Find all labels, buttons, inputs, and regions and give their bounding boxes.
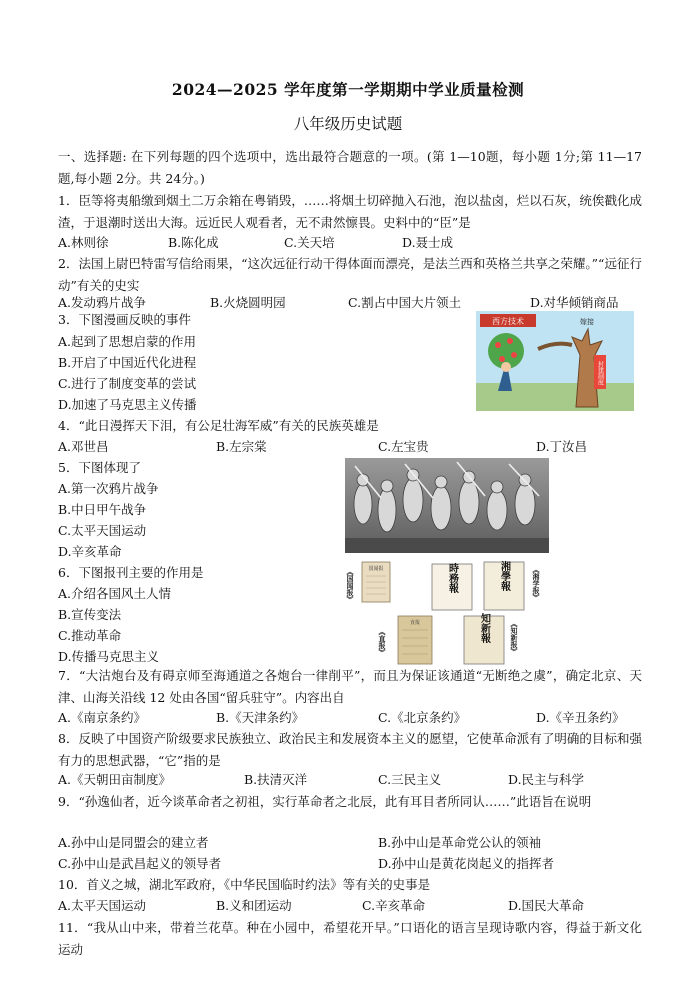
option-a: A.孙中山是同盟会的建立者: [58, 835, 209, 850]
option-b: B.开启了中国近代化进程: [58, 355, 197, 370]
option-d: D.传播马克思主义: [58, 649, 160, 664]
option-d: D.丁汝昌: [536, 439, 588, 454]
option-a: A.起到了思想启蒙的作用: [58, 334, 197, 349]
option-a: A.太平天国运动: [58, 898, 147, 913]
option-d: D.民主与科学: [508, 772, 585, 787]
page-title: 2024—2025 学年度第一学期期中学业质量检测: [171, 80, 525, 99]
question-5-stem: 5．下图体现了: [58, 460, 141, 475]
option-a: A.介绍各国风土人情: [58, 586, 172, 601]
option-b: B.扶清灭洋: [244, 772, 308, 787]
cartoon-label-text: 嫁接: [580, 318, 594, 326]
question-1-options: [58, 233, 642, 253]
option-c: C.左宝贵: [378, 439, 429, 454]
option-a: A.《南京条约》: [58, 710, 147, 725]
option-c: C.辛亥革命: [362, 898, 426, 913]
question-11-stem: 11．“我从山中来，带着兰花草。种在小园中，希望花开早。”口语化的语言呈现诗歌内容，得益于新文化运动: [58, 920, 642, 957]
question-8-options: [58, 770, 642, 790]
option-c: C.推动革命: [58, 628, 122, 643]
option-a: A.发动鸦片战争: [58, 295, 147, 310]
option-c: C.太平天国运动: [58, 523, 147, 538]
newspaper-zhibao-title: 直报: [409, 620, 421, 626]
option-d: D.辛亥革命: [58, 544, 122, 559]
newspaper-zhixin-title: 知新報: [478, 613, 490, 643]
option-d: D.加速了马克思主义传播: [58, 397, 197, 412]
question-3-stem: 3．下图漫画反映的事件: [58, 312, 191, 327]
question-8-stem: 8．反映了中国资产阶级要求民族独立、政治民主和发展资本主义的愿望，它使革命派有了明确的目标和强有力的思想武器，“它”指的是: [58, 731, 642, 768]
question-9-stem: 9．“孙逸仙者，近今谈革命者之初祖，实行革命者之北辰，此有耳目者所同认……”此语旨在说明: [58, 794, 592, 809]
option-b: B.宣传变法: [58, 607, 122, 622]
option-c: C.进行了制度变革的尝试: [58, 376, 197, 391]
option-b: B.火烧圆明园: [210, 295, 286, 310]
cartoon-tree-image: [476, 311, 634, 411]
option-c: C.孙中山是武昌起义的领导者: [58, 856, 222, 871]
cartoon-sign-text: 西方技术: [492, 317, 524, 326]
option-b: B.义和团运动: [216, 898, 292, 913]
question-6-stem: 6．下图报刊主要的作用是: [58, 565, 204, 580]
question-10-stem: 10．首义之城，湖北军政府，《中华民国临时约法》等有关的史事是: [58, 877, 431, 892]
option-c: C.三民主义: [378, 772, 442, 787]
cartoon-trunk-text: 封建制度: [596, 361, 604, 385]
option-d: D.孙中山是黄花岗起义的指挥者: [378, 856, 555, 871]
question-2-stem: 2．法国上尉巴特雷写信给雨果，“这次远征行动干得体面而漂亮，是法兰西和英格兰共享之荣耀。”“远征行动”有关的史实: [58, 256, 642, 293]
option-a: A.林则徐: [58, 235, 109, 250]
question-10-options: [58, 896, 642, 916]
newspaper-shiwu-title: 時務報: [446, 563, 458, 593]
newspaper-collage-image: [348, 558, 548, 666]
option-c: C.《北京条约》: [378, 710, 467, 725]
question-1-stem: 1．臣等将夷船缴到烟土二万余箱在粤销毁，……将烟土切碎抛入石池，泡以盐卤，烂以石灰，统俟戳化成渣，于退潮时送出大海。远近民人观看者，无不肃然懔畏。史料中的“臣”是: [58, 193, 642, 230]
option-d: D.对华倾销商品: [530, 295, 619, 310]
option-b: B.《天津条约》: [216, 710, 305, 725]
option-b: B.孙中山是革命党公认的领袖: [378, 835, 542, 850]
option-d: D.《辛丑条约》: [536, 710, 625, 725]
newspaper-tag-guowen: 《国闻报》: [346, 568, 354, 603]
newspaper-tag-zhibao: 《直报》: [378, 628, 386, 656]
option-c: C.割占中国大片领土: [348, 295, 462, 310]
option-a: A.第一次鸦片战争: [58, 481, 159, 496]
question-7-options: [58, 708, 642, 728]
question-4-options: [58, 437, 642, 457]
option-b: B.左宗棠: [216, 439, 267, 454]
newspaper-xiangxue-title: 湘學報: [498, 561, 510, 591]
newspaper-guowen-title: 国闻报: [368, 566, 384, 572]
option-d: D.聂士成: [402, 235, 454, 250]
section-instruction: 一、选择题: 在下列每题的四个选项中，选出最符合题意的一项。(第 1—10题，每小题 1分;第 11—17题,每小题 2分。共 24分。): [58, 149, 642, 186]
newspaper-tag-zhixin: 《知新报》: [510, 620, 518, 655]
option-a: A.《天朝田亩制度》: [58, 772, 172, 787]
option-a: A.邓世昌: [58, 439, 109, 454]
page-subtitle: 八年级历史试题: [293, 115, 403, 133]
newspaper-tag-xiangxue: 《湘学报》: [532, 566, 540, 601]
question-9-options-row1: [58, 833, 642, 853]
question-7-stem: 7．“大沽炮台及有碍京师至海通道之各炮台一律削平”，而且为保证该通道“无断绝之虞”，确定北京、天津、山海关沿线 12 处由各国“留兵驻守”。内容出自: [58, 668, 642, 705]
option-b: B.陈化成: [168, 235, 219, 250]
option-b: B.中日甲午战争: [58, 502, 147, 517]
question-4-stem: 4．“此日漫挥天下泪，有公足壮海军威”有关的民族英雄是: [58, 418, 379, 433]
relief-sculpture-image: [345, 458, 549, 553]
option-d: D.国民大革命: [508, 898, 585, 913]
option-c: C.关天培: [284, 235, 335, 250]
question-9-options-row2: [58, 854, 642, 874]
